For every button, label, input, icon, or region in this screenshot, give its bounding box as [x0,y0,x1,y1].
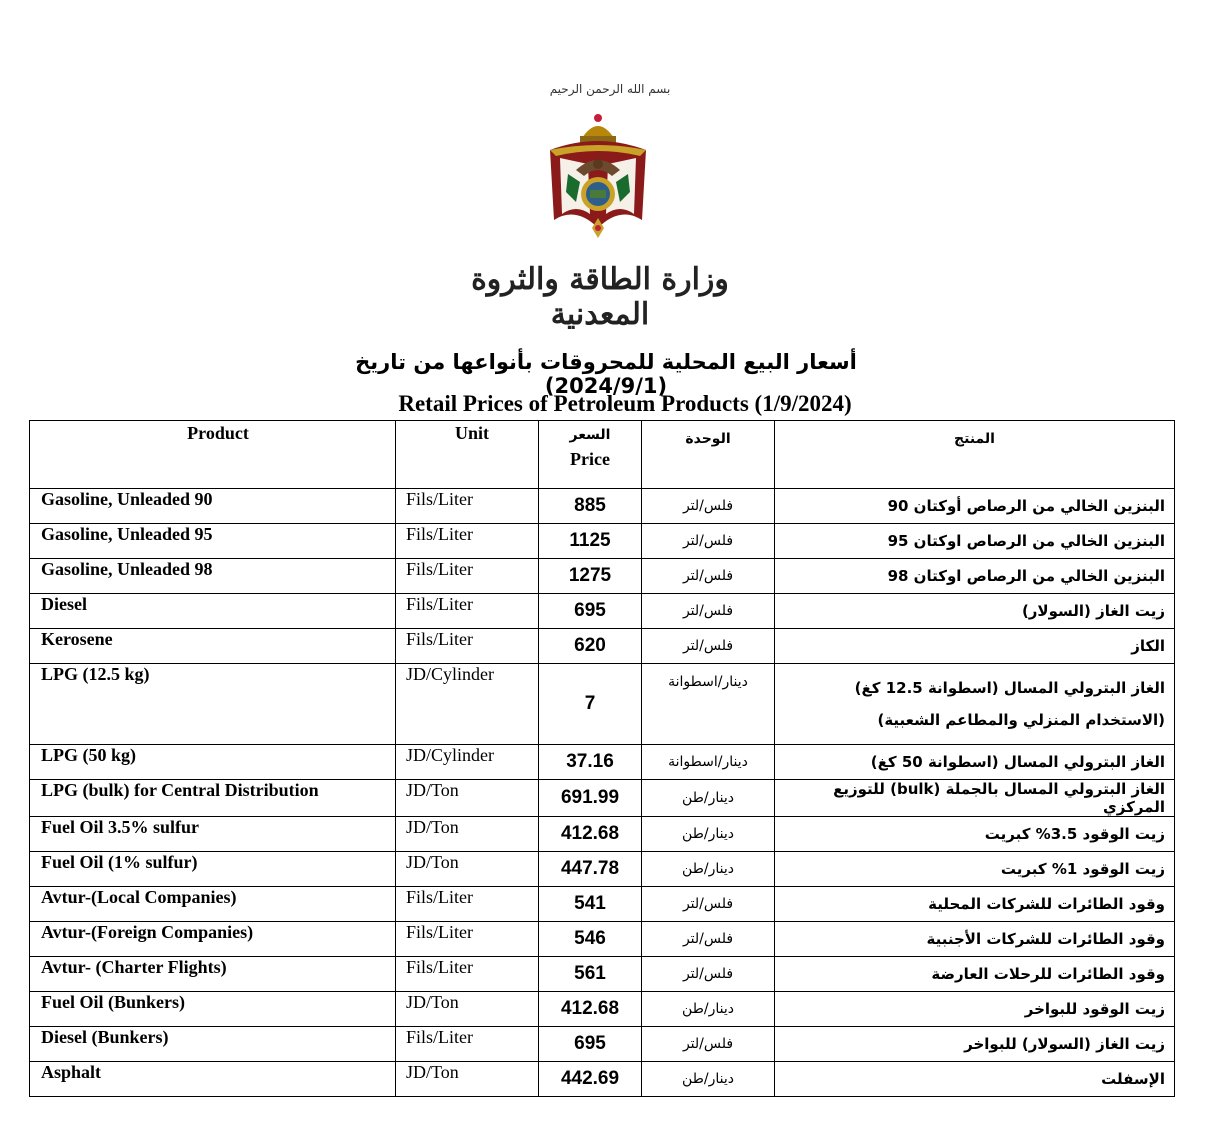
price-cell: 442.69 [539,1062,642,1097]
price-cell: 412.68 [539,817,642,852]
product-cell: Gasoline, Unleaded 98 [30,559,396,594]
product-cell: Diesel (Bunkers) [30,1027,396,1062]
unit-cell: Fils/Liter [396,629,539,664]
unit-cell: Fils/Liter [396,887,539,922]
unit-ar-cell: فلس/لتر [642,594,775,629]
price-cell: 695 [539,594,642,629]
price-cell: 1275 [539,559,642,594]
unit-ar-cell: فلس/لتر [642,524,775,559]
product-cell: Avtur- (Charter Flights) [30,957,396,992]
product-ar-cell: الغاز البترولي المسال بالجملة (bulk) للتوزيع المركزي [775,780,1175,817]
jordan-coat-of-arms-emblem [540,110,656,250]
product-ar-cell: الإسفلت [775,1062,1175,1097]
basmala-text: بسم الله الرحمن الرحيم [549,82,671,96]
table-header-row [30,421,1175,489]
product-cell: LPG (12.5 kg) [30,664,396,745]
product-cell: Gasoline, Unleaded 95 [30,524,396,559]
unit-ar-cell: فلس/لتر [642,1027,775,1062]
unit-ar-cell: فلس/لتر [642,559,775,594]
header-unit-ar: الوحدة [642,421,775,489]
header-unit: Unit [396,421,539,489]
prices-table [29,420,1175,1097]
product-cell: Fuel Oil 3.5% sulfur [30,817,396,852]
table-row [30,524,1175,559]
table-row [30,489,1175,524]
product-cell: Gasoline, Unleaded 90 [30,489,396,524]
unit-cell: JD/Ton [396,852,539,887]
table-row [30,780,1175,817]
table-row [30,922,1175,957]
product-ar-cell: الكاز [775,629,1175,664]
price-cell: 885 [539,489,642,524]
unit-ar-cell: دينار/طن [642,780,775,817]
unit-ar-cell: دينار/اسطوانة [642,664,775,745]
unit-ar-cell: فلس/لتر [642,489,775,524]
product-cell: Diesel [30,594,396,629]
product-cell: Kerosene [30,629,396,664]
ministry-name: وزارة الطاقة والثروة المعدنية [471,262,729,332]
table-row [30,1062,1175,1097]
price-cell: 447.78 [539,852,642,887]
product-ar-cell: زيت الغاز (السولار) للبواخر [775,1027,1175,1062]
unit-cell: Fils/Liter [396,922,539,957]
product-ar-cell: زيت الوقود 3.5% كبريت [775,817,1175,852]
unit-ar-cell: دينار/طن [642,1062,775,1097]
product-cell: LPG (50 kg) [30,745,396,780]
price-cell: 691.99 [539,780,642,817]
product-ar-cell: الغاز البترولي المسال (اسطوانة 50 كغ) [775,745,1175,780]
unit-cell: JD/Cylinder [396,745,539,780]
unit-ar-cell: دينار/طن [642,852,775,887]
header-price-ar: السعر [569,427,611,443]
price-cell: 1125 [539,524,642,559]
product-ar-cell: وقود الطائرات للشركات المحلية [775,887,1175,922]
unit-ar-cell: دينار/طن [642,817,775,852]
product-ar-cell: البنزين الخالي من الرصاص أوكتان 90 [775,489,1175,524]
price-cell: 412.68 [539,992,642,1027]
unit-cell: JD/Ton [396,1062,539,1097]
unit-cell: JD/Cylinder [396,664,539,745]
table-row [30,992,1175,1027]
table-row [30,887,1175,922]
unit-ar-cell: فلس/لتر [642,887,775,922]
product-ar-cell: زيت الوقود 1% كبريت [775,852,1175,887]
product-cell: Asphalt [30,1062,396,1097]
price-cell: 561 [539,957,642,992]
price-cell: 695 [539,1027,642,1062]
unit-cell: JD/Ton [396,817,539,852]
table-row [30,817,1175,852]
price-cell: 541 [539,887,642,922]
unit-ar-cell: دينار/طن [642,992,775,1027]
table-row [30,745,1175,780]
unit-cell: Fils/Liter [396,594,539,629]
table-row [30,664,1175,745]
table-row [30,1027,1175,1062]
unit-ar-cell: فلس/لتر [642,957,775,992]
unit-ar-cell: فلس/لتر [642,922,775,957]
table-row [30,559,1175,594]
unit-cell: Fils/Liter [396,1027,539,1062]
unit-cell: JD/Ton [396,992,539,1027]
product-cell: LPG (bulk) for Central Distribution [30,780,396,817]
header-product: Product [30,421,396,489]
product-ar-cell: زيت الوقود للبواخر [775,992,1175,1027]
product-ar-cell: البنزين الخالي من الرصاص اوكتان 98 [775,559,1175,594]
header-price [539,421,642,489]
product-ar-cell: وقود الطائرات للرحلات العارضة [775,957,1175,992]
product-ar-cell: البنزين الخالي من الرصاص اوكتان 95 [775,524,1175,559]
product-ar-cell: الغاز البترولي المسال (اسطوانة 12.5 كغ) (الاستخدام المنزلي والمطاعم الشعبية) [775,664,1175,745]
table-row [30,594,1175,629]
table-row [30,852,1175,887]
price-cell: 7 [539,664,642,745]
table-row [30,629,1175,664]
product-cell: Fuel Oil (1% sulfur) [30,852,396,887]
product-cell: Avtur-(Foreign Companies) [30,922,396,957]
product-cell: Avtur-(Local Companies) [30,887,396,922]
unit-cell: Fils/Liter [396,524,539,559]
price-cell: 37.16 [539,745,642,780]
title-english: Retail Prices of Petroleum Products (1/9/2024) [398,391,852,416]
price-cell: 546 [539,922,642,957]
product-cell: Fuel Oil (Bunkers) [30,992,396,1027]
product-ar-cell: وقود الطائرات للشركات الأجنبية [775,922,1175,957]
unit-ar-cell: دينار/اسطوانة [642,745,775,780]
unit-cell: Fils/Liter [396,559,539,594]
header-product-ar: المنتج [775,421,1175,489]
product-ar-cell: زيت الغاز (السولار) [775,594,1175,629]
title-arabic: أسعار البيع المحلية للمحروقات بأنواعها من تاريخ (2024/9/1) [355,350,857,398]
unit-cell: JD/Ton [396,780,539,817]
unit-cell: Fils/Liter [396,957,539,992]
header-price-en: Price [570,449,610,469]
price-cell: 620 [539,629,642,664]
unit-cell: Fils/Liter [396,489,539,524]
table-row [30,957,1175,992]
unit-ar-cell: فلس/لتر [642,629,775,664]
